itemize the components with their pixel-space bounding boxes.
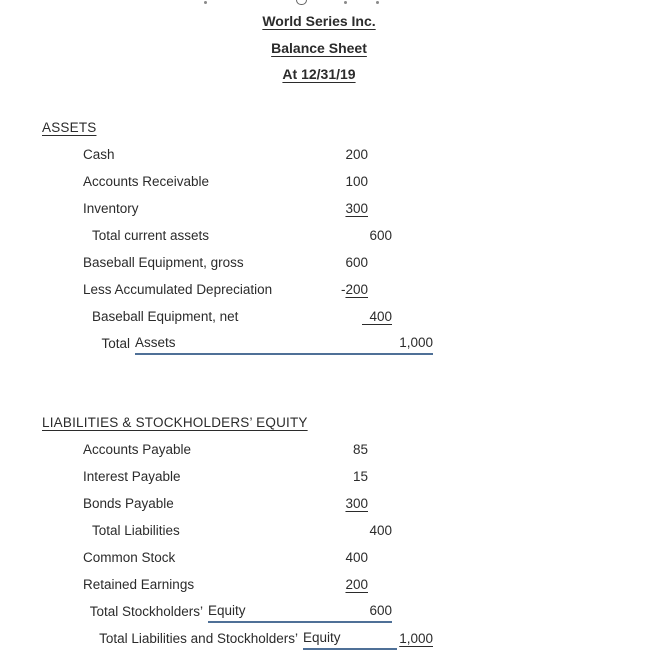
row-label: Interest Payable (83, 469, 181, 484)
row-value-text: 400 (362, 309, 392, 325)
row-value (0, 145, 368, 165)
row-label: Baseball Equipment, net (92, 309, 239, 324)
row-value-text: 85 (352, 442, 368, 457)
row-label: Cash (83, 147, 115, 162)
row-value-text: 400 (345, 550, 368, 565)
row-bonds-payable (0, 494, 667, 514)
title-text: At 12/31/19 (282, 66, 356, 82)
row-retained-earnings (0, 575, 667, 595)
section-heading-assets (0, 118, 667, 138)
row-label: Total Liabilities (92, 523, 180, 538)
row-value (0, 548, 368, 568)
section-heading-label: ASSETS (42, 120, 97, 135)
row-value (0, 467, 368, 487)
leader-pre-label: Total Liabilities and Stockholders’ (99, 631, 298, 646)
row-value-text: 100 (345, 174, 368, 189)
leader-underlined-word: Equity (303, 630, 341, 645)
row-interest-payable (0, 467, 667, 487)
title-line (0, 11, 638, 31)
cropped-text-fragment (204, 1, 207, 4)
section-heading-liabilities-stockholders-equity (0, 413, 667, 433)
section-heading-label: LIABILITIES & STOCKHOLDERS’ EQUITY (42, 415, 308, 430)
row-inventory (0, 199, 667, 219)
leader-underline (208, 602, 392, 623)
row-value (0, 280, 368, 300)
row-value (0, 575, 368, 595)
row-value-text: 200 (345, 282, 368, 297)
row-total-assets (0, 334, 667, 354)
row-label: Less Accumulated Depreciation (83, 282, 273, 297)
row-total-stockholders-equity (0, 602, 667, 622)
row-label: Inventory (83, 201, 139, 216)
row-value-text: 600 (345, 255, 368, 270)
row-value-text: 1,000 (399, 631, 433, 646)
row-common-stock (0, 548, 667, 568)
row-label: Retained Earnings (83, 577, 195, 592)
row-value-text: 15 (352, 469, 368, 484)
leader-pre-label: Total Stockholders’ (89, 604, 203, 619)
row-label: Accounts Payable (83, 442, 192, 457)
row-value: 600 (369, 603, 392, 618)
row-value (0, 440, 368, 460)
row-cash (0, 145, 667, 165)
row-baseball-equipment-net (0, 307, 667, 327)
cropped-text-fragment (376, 1, 379, 4)
row-total-liabilities-and-stockholders-equity (0, 629, 667, 649)
row-value-text: 200 (345, 577, 368, 592)
row-value (0, 521, 392, 541)
row-value (0, 226, 392, 246)
row-accounts-receivable (0, 172, 667, 192)
row-label: Baseball Equipment, gross (83, 255, 244, 270)
row-label: Bonds Payable (83, 496, 174, 511)
cropped-text-fragment (344, 1, 347, 4)
row-value (0, 307, 392, 327)
leader-pre-label: Total (101, 336, 130, 351)
title-line (0, 64, 638, 84)
row-value: 1,000 (399, 335, 433, 350)
row-value-text: 300 (345, 201, 368, 216)
row-label: Total current assets (92, 228, 210, 243)
row-value (0, 494, 368, 514)
row-value-text: 600 (369, 228, 392, 243)
title-text: World Series Inc. (262, 13, 376, 29)
leader-underline (135, 334, 433, 355)
row-label: Common Stock (83, 550, 176, 565)
row-baseball-equipment-gross (0, 253, 667, 273)
row-total-liabilities (0, 521, 667, 541)
row-value-sign: - (340, 282, 346, 297)
row-value (0, 172, 368, 192)
leader-underlined-word: Equity (208, 603, 246, 618)
row-label: Accounts Receivable (83, 174, 210, 189)
cropped-text-fragment (296, 0, 307, 5)
row-value-text: 400 (369, 523, 392, 538)
row-value-text: 200 (345, 147, 368, 162)
row-value (0, 629, 433, 649)
row-value (0, 199, 368, 219)
row-accounts-payable (0, 440, 667, 460)
title-line (0, 38, 638, 58)
leader-underlined-word: Assets (135, 335, 176, 350)
row-less-accumulated-depreciation (0, 280, 667, 300)
row-value-text: 300 (345, 496, 368, 511)
row-total-current-assets (0, 226, 667, 246)
row-value (0, 253, 368, 273)
title-text: Balance Sheet (271, 39, 367, 56)
